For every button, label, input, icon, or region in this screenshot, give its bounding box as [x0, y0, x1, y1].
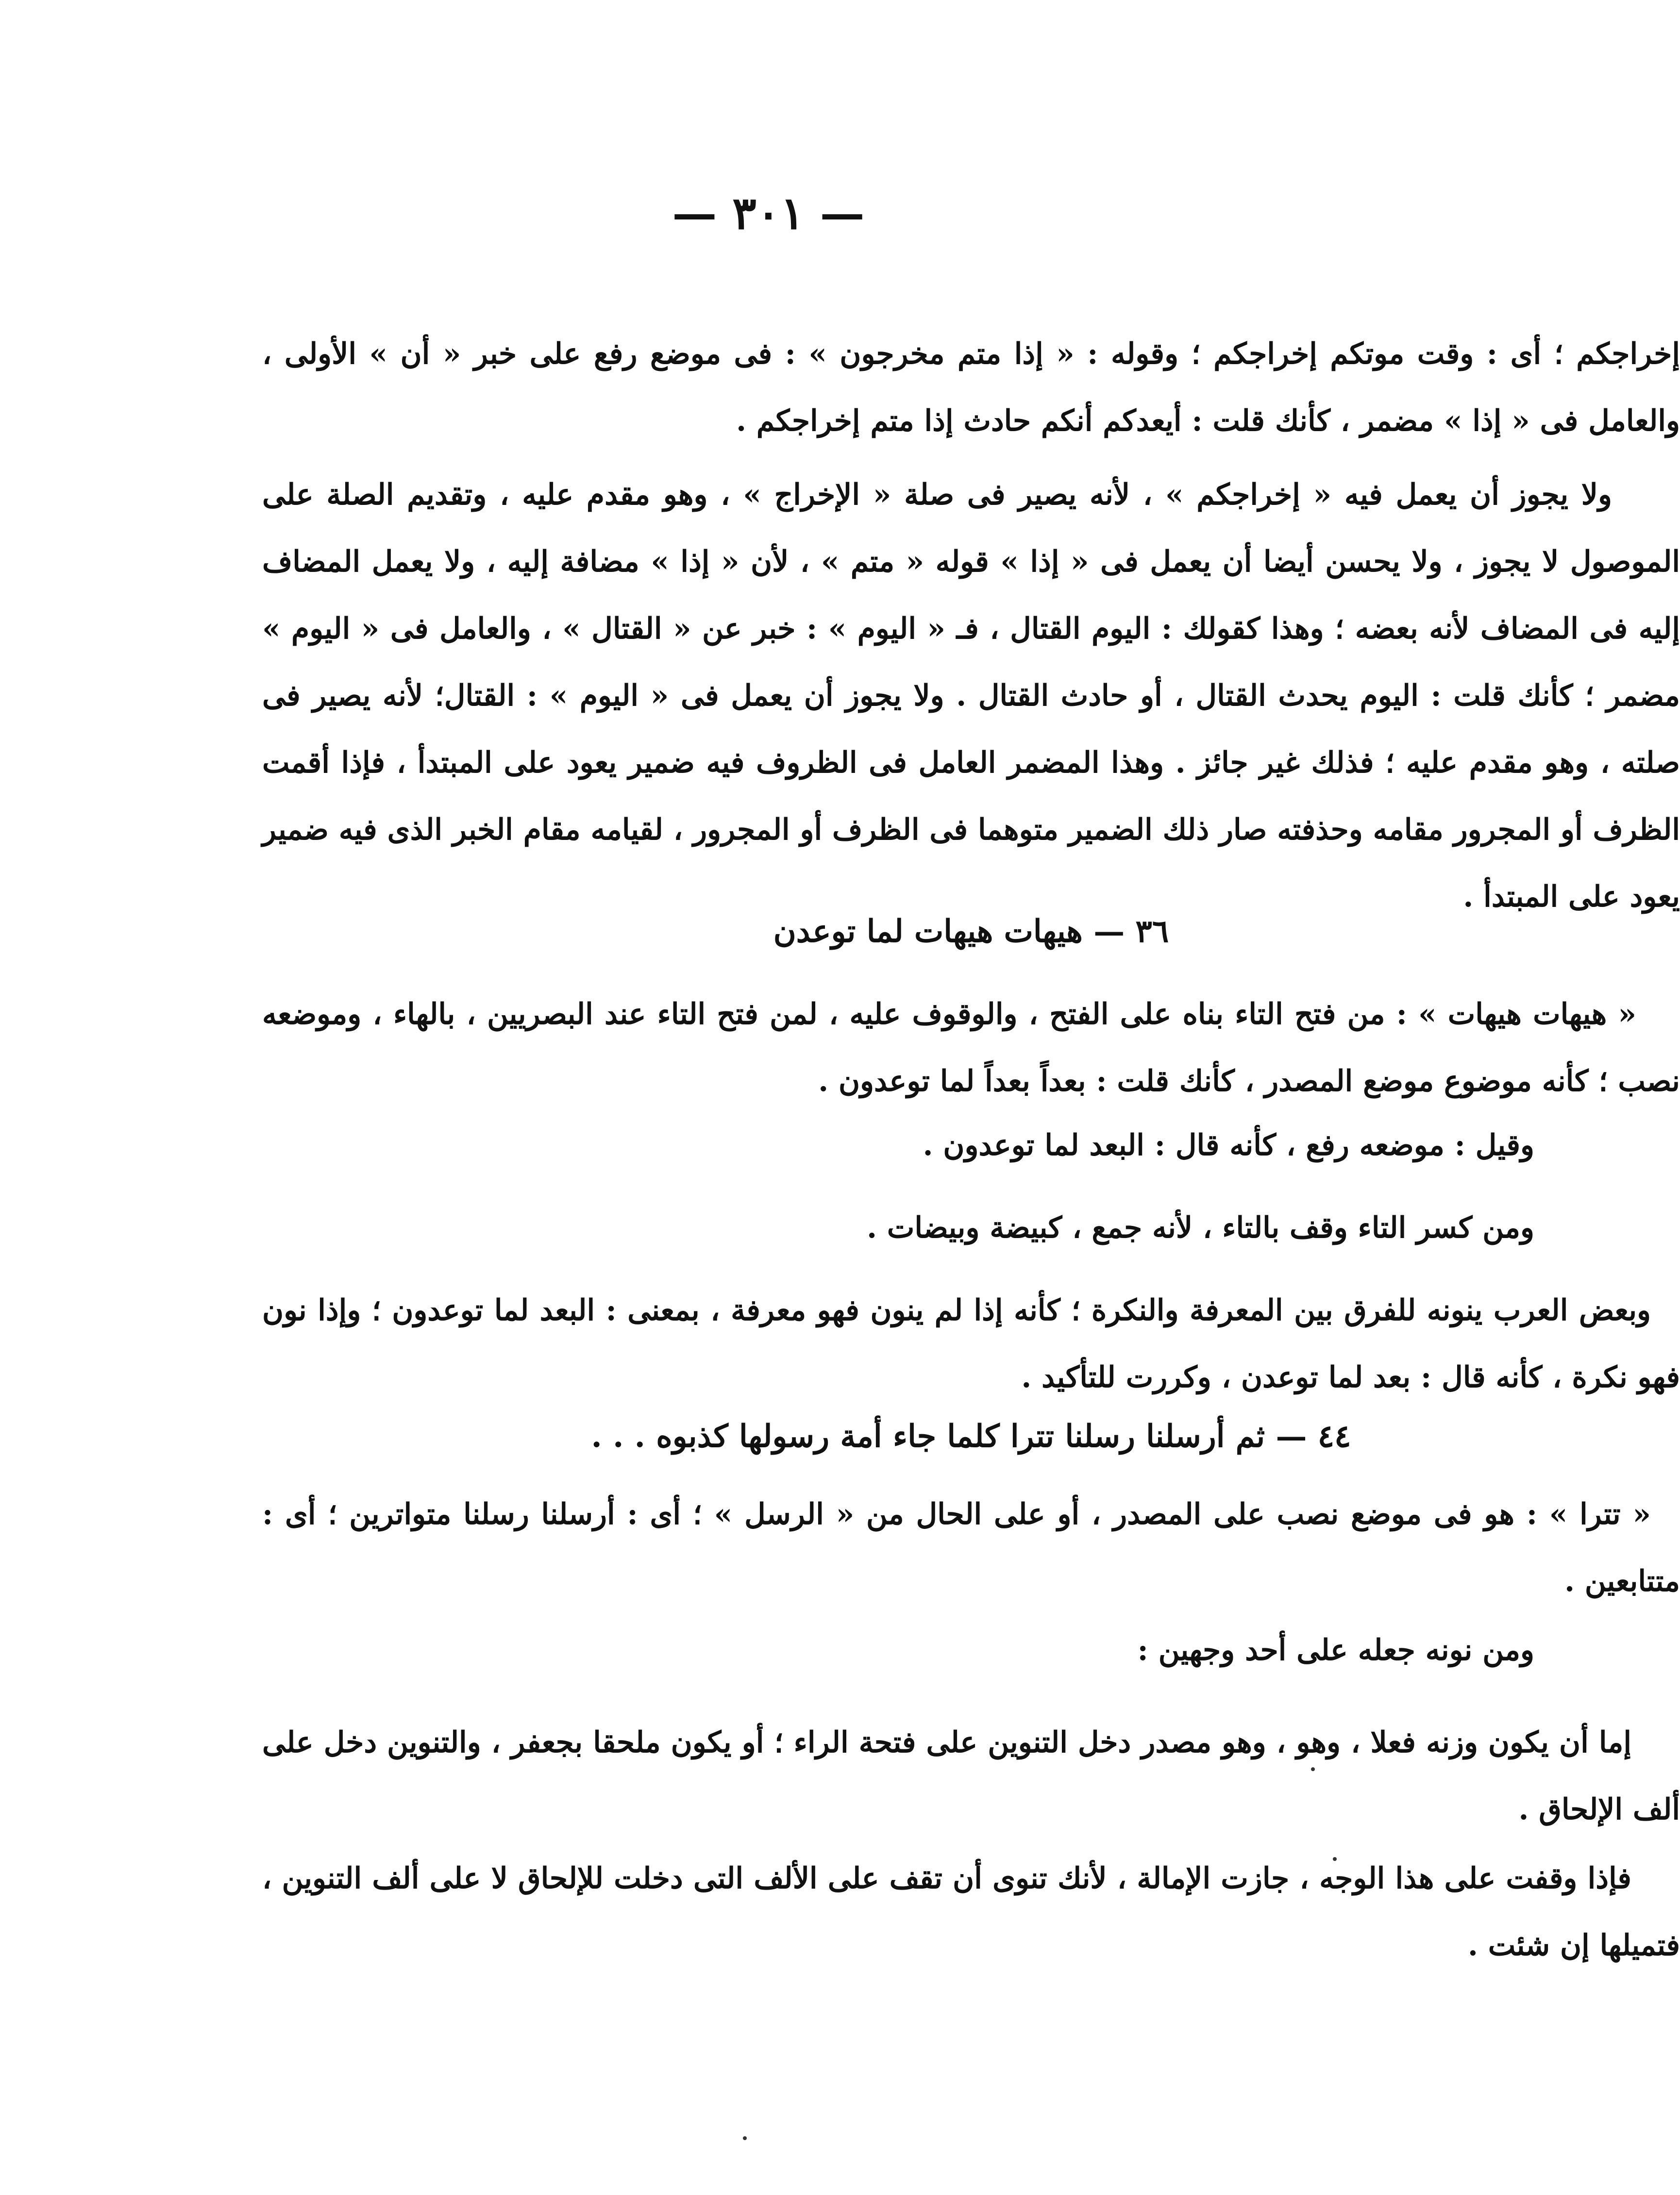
section-heading-36: ٣٦ — هيهات هيهات لما توعدن	[773, 913, 1169, 950]
paragraph-2: ولا يجوز أن يعمل فيه « إخراجكم » ، لأنه يصير فى صلة « الإخراج » ، وهو مقدم عليه ، وتقديم الصلة على الموصول لا يجوز ، ولا يحسن أيضا أن يعمل فى « إذا » قوله « متم » ، لأن « إذا » مضافة إليه ، ولا يعمل المضاف إليه فى المضاف لأنه بعضه ؛ وهذا كقولك : اليوم القتال ، فـ « اليوم » : خبر عن « القتال » ، والعامل فى « اليوم » مضمر ؛ كأنك قلت : اليوم يحدث القتال ، أو حادث القتال . ولا يجوز أن يعمل فى « اليوم » : القتال؛ لأنه يصير فى صلته ، وهو مقدم عليه ؛ فذلك غير جائز . وهذا المضمر العامل فى الظروف فيه ضمير يعود على المبتدأ ، فإذا أقمت الظرف أو المجرور مقامه وحذفته صار ذلك الضمير متوهما فى الظرف أو المجرور ، لقيامه مقام الخبر الذى فيه ضمير يعود على المبتدأ .	[262, 478, 1680, 914]
page-number: — ٣٠١ —	[672, 187, 865, 239]
paragraph-10: فإذا وقفت على هذا الوجه ، جازت الإمالة ، لأنك تنوى أن تقف على الألف التى دخلت للإلحاق لا على ألف التنوين ، فتميلها إن شئت .	[262, 1861, 1680, 1962]
paragraph-4: وقيل : موضعه رفع ، كأنه قال : البعد لما توعدون .	[923, 1128, 1534, 1162]
section-heading-44: ٤٤ — ثم أرسلنا رسلنا تترا كلما جاء أمة رسولها كذبوه . . .	[591, 1418, 1351, 1455]
paragraph-7: « تترا » : هو فى موضع نصب على المصدر ، أو على الحال من « الرسل » ؛ أى : أرسلنا رسلنا متواترين ؛ أى : متتابعين .	[262, 1497, 1680, 1598]
paragraph-6: وبعض العرب ينونه للفرق بين المعرفة والنكرة ؛ كأنه إذا لم ينون فهو معرفة ، بمعنى : البعد لما توعدون ؛ وإذا نون فهو نكرة ، كأنه قال : بعد لما توعدن ، وكررت للتأكيد .	[262, 1293, 1680, 1394]
paragraph-8: ومن نونه جعله على أحد وجهين :	[1137, 1633, 1534, 1667]
paragraph-9: إما أن يكون وزنه فعلا ، وهو ، وهو مصدر دخل التنوين على فتحة الراء ؛ أو يكون ملحقا بجعفر ، والتنوين دخل على ألف الإلحاق .	[262, 1726, 1680, 1826]
scan-speck	[1333, 1857, 1337, 1861]
paragraph-5: ومن كسر التاء وقف بالتاء ، لأنه جمع ، كبيضة وبيضات .	[867, 1211, 1534, 1245]
scan-speck	[1311, 1767, 1315, 1771]
paragraph-3: « هيهات هيهات » : من فتح التاء بناه على الفتح ، والوقوف عليه ، لمن فتح التاء عند البصريين ، بالهاء ، وموضعه نصب ؛ كأنه موضوع موضع المصدر ، كأنك قلت : بعداً بعداً لما توعدون .	[262, 997, 1680, 1098]
paragraph-1: إخراجكم ؛ أى : وقت موتكم إخراجكم ؛ وقوله : « إذا متم مخرجون » : فى موضع رفع على خبر « أن » الأولى ، والعامل فى « إذا » مضمر ، كأنك قلت : أيعدكم أنكم حادث إذا متم إخراجكم .	[262, 337, 1680, 438]
scan-speck	[743, 2136, 747, 2140]
